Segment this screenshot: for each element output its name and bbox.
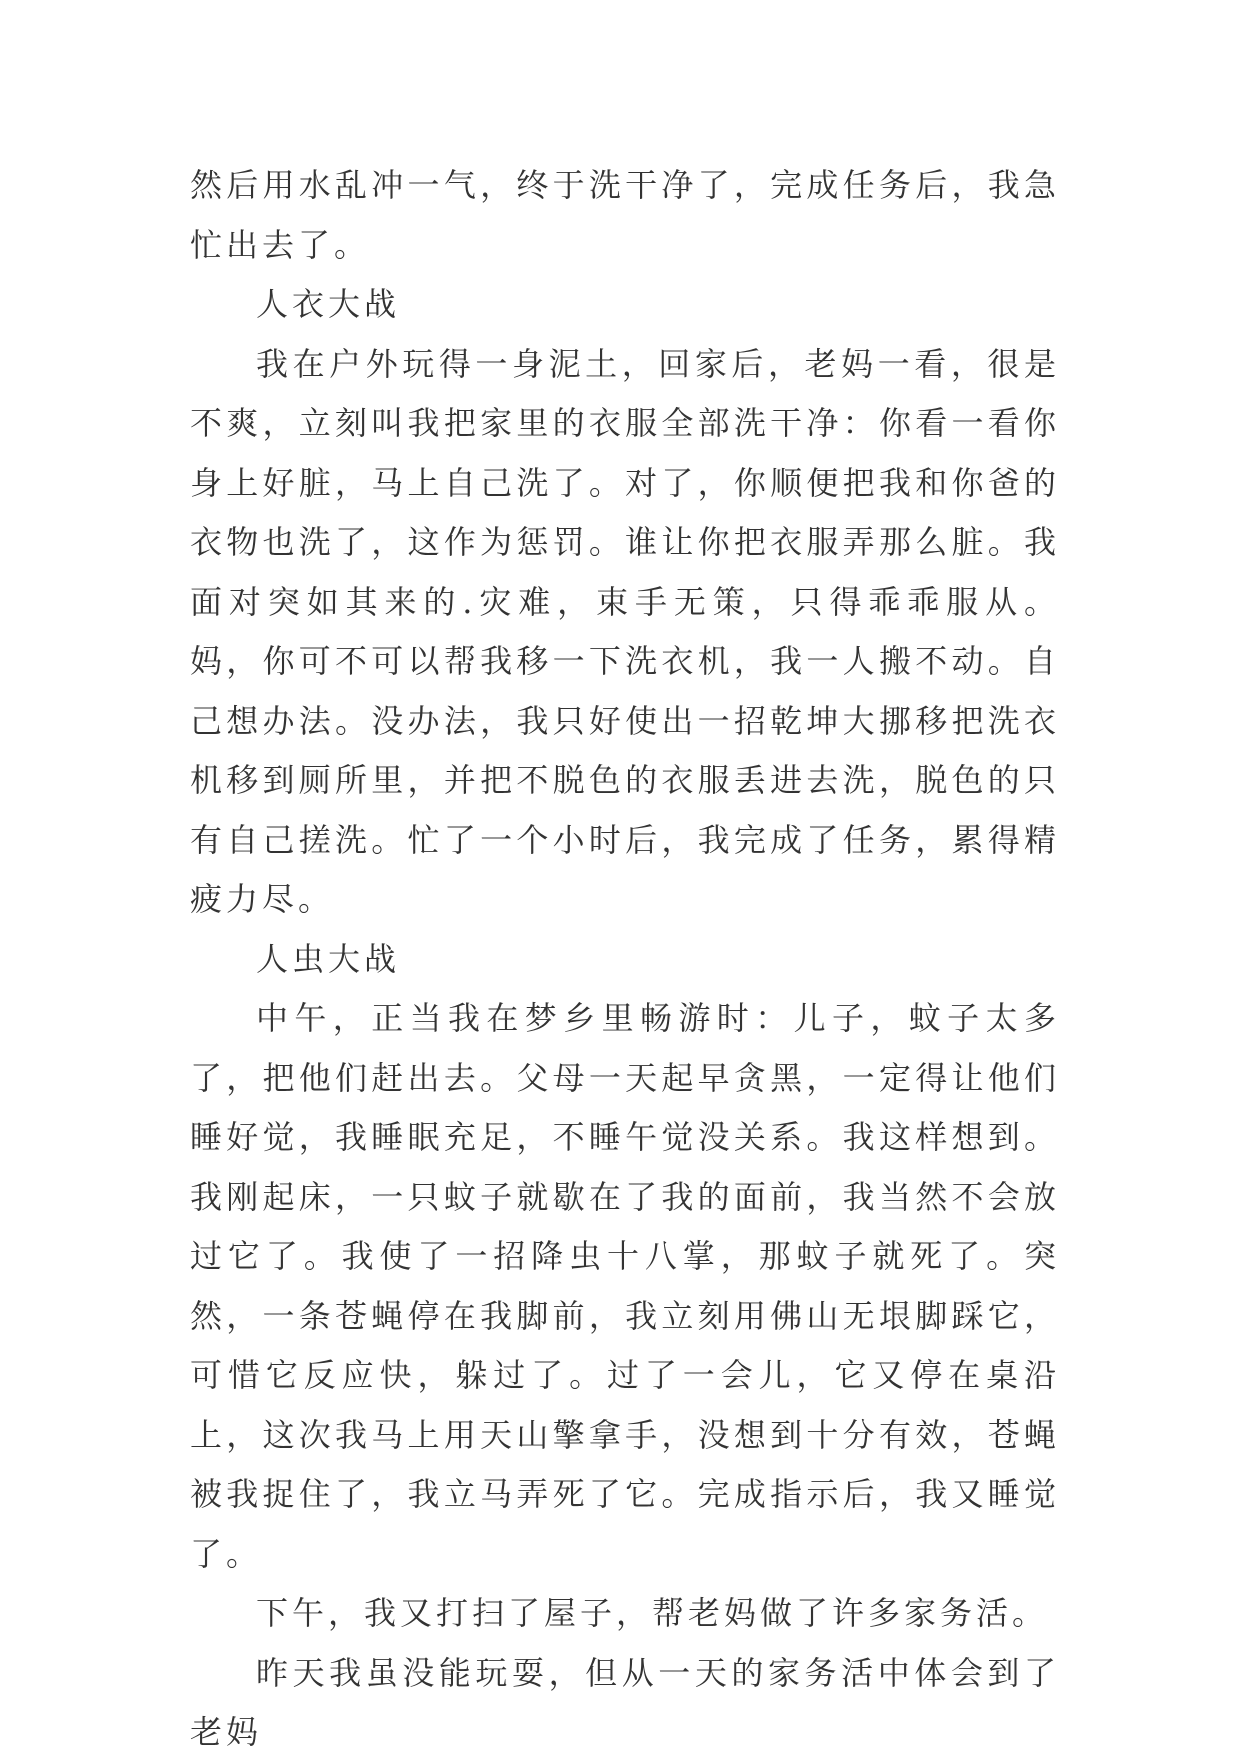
paragraph-clothes-battle: 我在户外玩得一身泥土，回家后，老妈一看，很是不爽，立刻叫我把家里的衣服全部洗干净：你看一看你身上好脏，马上自己洗了。对了，你顺便把我和你爸的衣物也洗了，这作为惩罚。谁让你把衣服弄那么脏。我面对突如其来的.灾难，束手无策，只得乖乖服从。妈，你可不可以帮我移一下洗衣机，我一人搬不动。自己想办法。没办法，我只好使出一招乾坤大挪移把洗衣机移到厕所里，并把不脱色的衣服丢进去洗，脱色的只有自己搓洗。忙了一个小时后，我完成了任务，累得精疲力尽。 [190,344,1060,918]
section-heading-clothes-battle: 人衣大战 [256,285,401,323]
paragraph-insect-battle: 中午，正当我在梦乡里畅游时：儿子，蚊子太多了，把他们赶出去。父母一天起早贪黑，一定得让他们睡好觉，我睡眠充足，不睡午觉没关系。我这样想到。我刚起床，一只蚊子就歇在了我的面前，我当然不会放过它了。我使了一招降虫十八掌，那蚊子就死了。突然，一条苍蝇停在我脚前，我立刻用佛山无垠脚踩它，可惜它反应快，躲过了。过了一会儿，它又停在桌沿上，这次我马上用天山擎拿手，没想到十分有效，苍蝇被我捉住了，我立马弄死了它。完成指示后，我又睡觉了。 [190,999,1060,1573]
document-body [190,156,1060,1763]
section-heading-insect-battle: 人虫大战 [256,939,401,978]
paragraph-conclusion: 昨天我虽没能玩耍，但从一天的家务活中体会到了老妈 [190,1653,1060,1751]
paragraph-afternoon: 下午，我又打扫了屋子，帮老妈做了许多家务活。 [256,1594,1049,1632]
paragraph-1: 然后用水乱冲一气，终于洗干净了，完成任务后，我急忙出去了。 [190,166,1060,264]
